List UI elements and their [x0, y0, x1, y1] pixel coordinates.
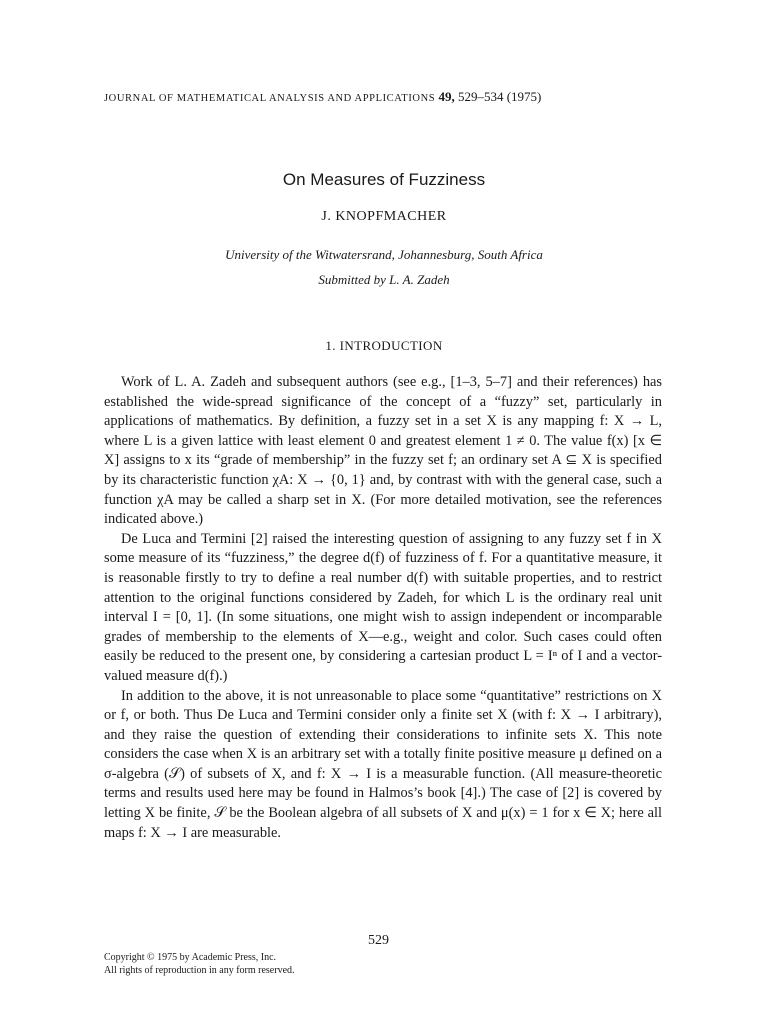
journal-volume: 49, [438, 89, 455, 104]
article-title: On Measures of Fuzziness [282, 170, 486, 189]
paragraph: De Luca and Termini [2] raised the interesting question of assigning to any fuzzy set f in X some measure of its “fuzziness,” the degree d(f) of fuzziness of f. For a quantitative measure, it is reasonable firstly to try to define a real number d(f) with suitable properties, and to restrict attention to the original functions considered by Zadeh, for which L is the ordinary real unit interval I = [0, 1]. (In some situations, one might wish to assign independent or incomparable grades of membership to the elements of X—e.g., weight and color. Such cases could often easily be reduced to the present one, by considering a cartesian product L = Iⁿ of I and a vector-valued measure d(f).) [104, 530, 662, 684]
journal-name: JOURNAL OF MATHEMATICAL ANALYSIS AND APPLICATIONS [104, 93, 436, 104]
rights-line: All rights of reproduction in any form reserved. [104, 965, 295, 976]
journal-pages: 529–534 (1975) [457, 89, 542, 104]
journal-header [104, 89, 664, 105]
article-author: J. KNOPFMACHER [321, 209, 447, 224]
copyright-notice [104, 951, 295, 977]
paragraph: Work of L. A. Zadeh and subsequent authors (see e.g., [1–3, 5–7] and their references) has established the wide-spread significance of the concept of a “fuzzy” set, particularly in applications of mathematics. By definition, a fuzzy set in a set X is any mapping f: X → L, where L is a given lattice with least element 0 and greatest element 1 ≠ 0. The value f(x) [x ∈ X] assigns to x its “grade of membership” in the fuzzy set f; an ordinary set A ⊆ X is specified by its characteristic function χA: X → {0, 1} and, by contrast with with the general case, such a function χA may be called a sharp set in X. (For more detailed motivation, see the references indicated above.) [104, 374, 662, 528]
article-body [104, 373, 662, 843]
section-heading: 1. INTRODUCTION [325, 338, 443, 353]
submitted-by: Submitted by L. A. Zadeh [318, 272, 450, 287]
page-number: 529 [368, 933, 389, 948]
paragraph: In addition to the above, it is not unreasonable to place some “quantitative” restrictions on X or f, or both. Thus De Luca and Termini consider only a finite set X (with f: X → I arbitrary), and they raise the question of extending their considerations to infinite sets X. This note considers the case when X is an arbitrary set with a totally finite positive measure μ defined on a σ-algebra (𝒮) of subsets of X, and f: X → I is a measurable function. (All measure-theoretic terms and results used here may be found in Halmos’s book [4].) The case of [2] is covered by letting X be finite, 𝒮 be the Boolean algebra of all subsets of X and μ(x) = 1 for x ∈ X; here all maps f: X → I are measurable. [104, 687, 662, 841]
copyright-line: Copyright © 1975 by Academic Press, Inc. [104, 952, 277, 963]
author-affiliation: University of the Witwatersrand, Johannesburg, South Africa [225, 247, 543, 262]
